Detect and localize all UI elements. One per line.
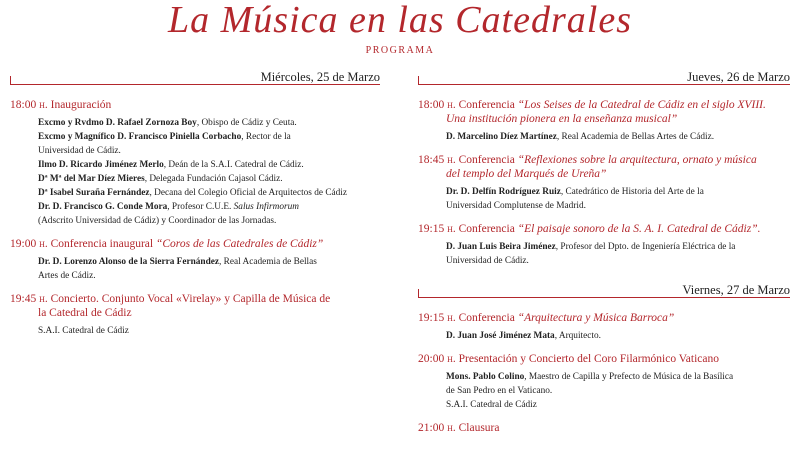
event-time: 19:45 h. [10, 293, 48, 305]
speaker-name: Excmo y Magnífico D. Francisco Piniella Corbacho [38, 132, 242, 142]
speaker-role: , Catedrático de Historia del Arte de la [560, 187, 704, 197]
event-time: 18:00 h. [418, 99, 456, 111]
day-divider-line [418, 84, 790, 85]
speaker-name: D. Marcelino Díez Martínez [446, 132, 557, 142]
event-details [10, 116, 380, 228]
event-title [418, 153, 790, 181]
event-details [418, 370, 790, 412]
day-header [418, 68, 790, 88]
event-title [418, 311, 790, 325]
event-time: 19:15 h. [418, 223, 456, 235]
speaker-name: Dr. D. Francisco G. Conde Mora [38, 202, 168, 212]
event-details [10, 324, 380, 338]
detail-line [38, 324, 380, 338]
event-name: Conferencia [458, 154, 515, 166]
day-header [418, 281, 790, 301]
detail-line [38, 255, 380, 269]
right-column [418, 68, 790, 444]
speaker-name: Dr. D. Delfín Rodríguez Ruiz [446, 187, 561, 197]
detail-line [38, 269, 380, 283]
speaker-name: Ilmo D. Ricardo Jiménez Merlo [38, 160, 164, 170]
event-quote: “Reflexiones sobre la arquitectura, ornato y música [517, 154, 757, 166]
speaker-role: , Delegada Fundación Cajasol Cádiz. [144, 174, 283, 184]
day-label: Miércoles, 25 de Marzo [257, 70, 380, 84]
speaker-role: , Arquitecto. [554, 331, 601, 341]
program-event [418, 421, 790, 435]
event-name: Conferencia [458, 99, 515, 111]
day-label: Viernes, 27 de Marzo [678, 283, 790, 297]
event-quote-continued: Una institución pionera en la enseñanza musical” [446, 113, 678, 125]
event-name: Concierto. Conjunto Vocal «Virelay» y Capilla de Música de [50, 293, 331, 305]
event-time: 19:00 h. [10, 238, 48, 250]
event-quote: “Coros de las Catedrales de Cádiz” [155, 238, 324, 250]
speaker-role: , Deán de la S.A.I. Catedral de Cádiz. [163, 160, 304, 170]
event-details [418, 329, 790, 343]
event-name: Conferencia inaugural [50, 238, 154, 250]
day-divider-line [10, 84, 380, 85]
speaker-role: S.A.I. Catedral de Cádiz [38, 326, 129, 336]
event-time: 21:00 h. [418, 422, 456, 434]
left-column [10, 68, 380, 347]
program-event [10, 237, 380, 283]
event-time: 18:45 h. [418, 154, 456, 166]
event-name: Clausura [458, 422, 500, 434]
speaker-role-italic: Salus Infirmorum [233, 202, 299, 212]
detail-line [38, 158, 380, 172]
detail-line [446, 240, 790, 254]
day-header [10, 68, 380, 88]
speaker-role: Artes de Cádiz. [38, 271, 96, 281]
speaker-role: Universidad de Cádiz. [446, 256, 529, 266]
speaker-name: D. Juan Luis Beira Jiménez [446, 242, 556, 252]
event-quote: “Los Seises de la Catedral de Cádiz en el siglo XVIII. [517, 99, 766, 111]
program-event [418, 311, 790, 343]
event-details [418, 130, 790, 144]
event-title [10, 237, 380, 251]
event-time: 18:00 h. [10, 99, 48, 111]
speaker-name: Mons. Pablo Colino [446, 372, 525, 382]
speaker-role: Universidad de Cádiz. [38, 146, 121, 156]
speaker-name: Dr. D. Lorenzo Alonso de la Sierra Fernández [38, 257, 220, 267]
detail-line [38, 144, 380, 158]
event-details [10, 255, 380, 283]
event-time: 19:15 h. [418, 312, 456, 324]
speaker-role: S.A.I. Catedral de Cádiz [446, 400, 537, 410]
event-name: Presentación y Concierto del Coro Filarmónico Vaticano [458, 353, 720, 365]
event-details [418, 185, 790, 213]
event-quote: “El paisaje sonoro de la S. A. I. Catedral de Cádiz”. [517, 223, 761, 235]
speaker-name: Dª Mª del Mar Díez Mieres [38, 174, 145, 184]
event-name: Inauguración [50, 99, 112, 111]
detail-line [38, 214, 380, 228]
event-name: Conferencia [458, 223, 515, 235]
event-time: 20:00 h. [418, 353, 456, 365]
detail-line [446, 185, 790, 199]
program-event [418, 153, 790, 213]
detail-line [446, 199, 790, 213]
speaker-role: , Profesor C.U.E. [167, 202, 234, 212]
day-label: Jueves, 26 de Marzo [683, 70, 790, 84]
speaker-name: D. Juan José Jiménez Mata [446, 331, 555, 341]
program-event [418, 222, 790, 268]
detail-line [38, 130, 380, 144]
detail-line [446, 398, 790, 412]
speaker-role: Universidad Complutense de Madrid. [446, 201, 586, 211]
event-title [418, 352, 790, 366]
program-event [418, 352, 790, 412]
speaker-role: , Rector de la [241, 132, 291, 142]
event-quote-continued: del templo del Marqués de Ureña” [446, 168, 607, 180]
detail-line [446, 370, 790, 384]
speaker-role: de San Pedro en el Vaticano. [446, 386, 553, 396]
event-name: Conferencia [458, 312, 515, 324]
detail-line [446, 384, 790, 398]
detail-line [38, 172, 380, 186]
program-event [10, 292, 380, 338]
speaker-role: , Real Academia de Bellas [219, 257, 317, 267]
detail-line [38, 186, 380, 200]
program-event [10, 98, 380, 228]
detail-line [446, 329, 790, 343]
event-title [10, 98, 380, 112]
event-title [418, 222, 790, 236]
speaker-role: , Real Academia de Bellas Artes de Cádiz. [556, 132, 715, 142]
event-title [418, 421, 790, 435]
speaker-role: , Obispo de Cádiz y Ceuta. [196, 118, 297, 128]
speaker-name: Dª Isabel Suraña Fernández [38, 188, 150, 198]
speaker-role: , Profesor del Dpto. de Ingeniería Eléctrica de la [555, 242, 736, 252]
speaker-role: , Decana del Colegio Oficial de Arquitectos de Cádiz [149, 188, 348, 198]
detail-line [446, 254, 790, 268]
speaker-role: , Maestro de Capilla y Prefecto de Música de la Basílica [524, 372, 734, 382]
event-quote: “Arquitectura y Música Barroca” [517, 312, 675, 324]
detail-line [446, 130, 790, 144]
detail-line [38, 200, 380, 214]
event-details [418, 240, 790, 268]
event-title [418, 98, 790, 126]
speaker-role: (Adscrito Universidad de Cádiz) y Coordinador de las Jornadas. [38, 216, 277, 226]
event-title [10, 292, 380, 320]
day-divider-line [418, 297, 790, 298]
event-name-continued: la Catedral de Cádiz [38, 307, 132, 319]
speaker-name: Excmo y Rvdmo D. Rafael Zornoza Boy [38, 118, 197, 128]
program-event [418, 98, 790, 144]
detail-line [38, 116, 380, 130]
page-title: La Música en las Catedrales [168, 0, 632, 41]
page-subtitle: PROGRAMA [365, 45, 435, 56]
